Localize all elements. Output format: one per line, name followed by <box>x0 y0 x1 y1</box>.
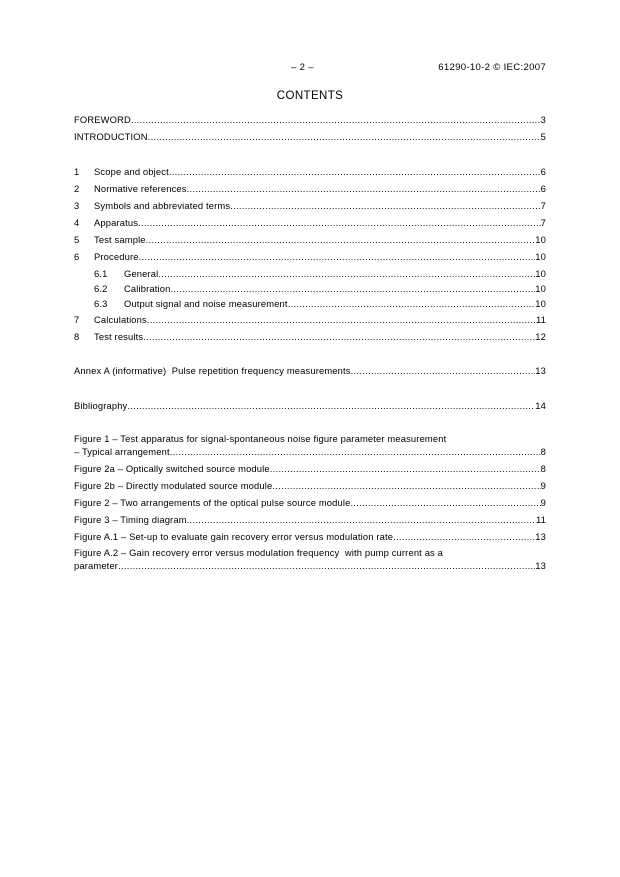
toc-entry-page: 7 <box>540 200 546 211</box>
toc-leader <box>288 298 536 310</box>
toc-entry-page: 3 <box>540 114 546 125</box>
toc-entry-section-6[interactable] <box>74 251 546 263</box>
toc-entry-text: Annex A (informative) Pulse repetition frequency measurements <box>74 365 351 376</box>
toc-entry-number: 6.3 <box>94 298 108 309</box>
toc-entry-text: Symbols and abbreviated terms <box>94 200 231 211</box>
toc-entry-foreword[interactable] <box>74 114 546 126</box>
toc-entry-number: 2 <box>74 183 80 194</box>
toc-entry-page: 12 <box>535 331 546 342</box>
toc-entry-text: INTRODUCTION <box>74 131 148 142</box>
toc-entry-section-4[interactable] <box>74 217 546 229</box>
toc-leader <box>170 283 535 295</box>
toc-entry-figure-2[interactable] <box>74 497 546 509</box>
toc-entry-figure-a2[interactable] <box>74 560 546 572</box>
toc-leader <box>272 480 540 492</box>
toc-entry-text: Figure 3 – Timing diagram <box>74 514 187 525</box>
toc-entry-page: 13 <box>535 531 546 542</box>
toc-entry-page: 10 <box>535 268 546 279</box>
toc-entry-number: 8 <box>74 331 80 342</box>
toc-entry-page: 10 <box>535 251 546 262</box>
toc-entry-text: Output signal and noise measurement <box>124 298 288 309</box>
toc-entry-text: Procedure <box>94 251 139 262</box>
toc-entry-page: 6 <box>540 183 546 194</box>
toc-entry-text: General <box>124 268 159 279</box>
toc-entry-section-6-2[interactable] <box>94 283 546 295</box>
toc-entry-page: 8 <box>540 446 546 457</box>
toc-entry-text: Figure 2a – Optically switched source module <box>74 463 270 474</box>
toc-leader <box>350 497 540 509</box>
toc-entry-section-1[interactable] <box>74 166 546 178</box>
toc-entry-text: Bibliography <box>74 400 128 411</box>
toc-leader <box>169 166 541 178</box>
toc-entry-number: 4 <box>74 217 80 228</box>
toc-leader <box>187 514 536 526</box>
toc-entry-page: 13 <box>535 560 546 571</box>
toc-entry-number: 7 <box>74 314 80 325</box>
toc-entry-text: Figure 2b – Directly modulated source module <box>74 480 273 491</box>
toc-entry-page: 10 <box>535 234 546 245</box>
toc-entry-section-6-3[interactable] <box>94 298 546 310</box>
toc-leader <box>143 331 535 343</box>
toc-leader <box>118 560 535 572</box>
toc-entry-text: Normative references <box>94 183 187 194</box>
toc-entry-page: 9 <box>540 480 546 491</box>
toc-entry-number: 1 <box>74 166 80 177</box>
toc-entry-section-2[interactable] <box>74 183 546 195</box>
toc-entry-number: 6.2 <box>94 283 108 294</box>
contents-title: CONTENTS <box>276 90 344 102</box>
toc-entry-figure-3[interactable] <box>74 514 546 526</box>
toc-entry-text: Figure 2 – Two arrangements of the optical pulse source module <box>74 497 351 508</box>
toc-leader <box>138 217 541 229</box>
toc-entry-page: 9 <box>540 497 546 508</box>
toc-leader <box>148 131 541 143</box>
toc-entry-annex-a[interactable] <box>74 365 546 377</box>
toc-figure-a2-first-line: Figure A.2 – Gain recovery error versus modulation frequency with pump current as a <box>74 547 444 558</box>
toc-entry-bibliography[interactable] <box>74 400 546 412</box>
toc-entry-text: Figure A.1 – Set-up to evaluate gain recovery error versus modulation rate <box>74 531 394 542</box>
toc-entry-page: 5 <box>540 131 546 142</box>
page-number: – 2 – <box>291 62 314 73</box>
toc-figure-1-first-line: Figure 1 – Test apparatus for signal-spontaneous noise figure parameter measurement <box>74 433 447 444</box>
toc-leader <box>131 114 541 126</box>
toc-entry-figure-2a[interactable] <box>74 463 546 475</box>
toc-leader <box>230 200 540 212</box>
toc-entry-text: – Typical arrangement <box>74 446 170 457</box>
toc-leader <box>147 314 536 326</box>
toc-leader <box>146 234 536 246</box>
toc-entry-text: Calculations <box>94 314 147 325</box>
toc-entry-section-8[interactable] <box>74 331 546 343</box>
toc-entry-text: Apparatus <box>94 217 139 228</box>
toc-entry-text: Test results <box>94 331 144 342</box>
toc-entry-text: Calibration <box>124 283 171 294</box>
toc-entry-number: 6 <box>74 251 80 262</box>
toc-entry-page: 11 <box>535 514 546 525</box>
toc-leader <box>139 251 536 263</box>
toc-entry-figure-1[interactable] <box>74 446 546 458</box>
toc-entry-text: Scope and object <box>94 166 169 177</box>
toc-leader <box>170 446 541 458</box>
toc-entry-page: 14 <box>535 400 546 411</box>
toc-entry-page: 10 <box>535 283 546 294</box>
toc-entry-page: 10 <box>535 298 546 309</box>
toc-leader <box>393 531 535 543</box>
document-reference: 61290-10-2 © IEC:2007 <box>438 62 546 73</box>
toc-leader <box>158 268 535 280</box>
toc-entry-section-6-1[interactable] <box>94 268 546 280</box>
toc-entry-text: Test sample <box>94 234 146 245</box>
toc-entry-section-3[interactable] <box>74 200 546 212</box>
toc-entry-number: 3 <box>74 200 80 211</box>
toc-entry-introduction[interactable] <box>74 131 546 143</box>
toc-entry-figure-2b[interactable] <box>74 480 546 492</box>
toc-entry-page: 7 <box>540 217 546 228</box>
toc-entry-figure-a1[interactable] <box>74 531 546 543</box>
toc-leader <box>187 183 541 195</box>
toc-leader <box>270 463 541 475</box>
toc-entry-page: 6 <box>540 166 546 177</box>
toc-entry-section-7[interactable] <box>74 314 546 326</box>
toc-entry-page: 8 <box>540 463 546 474</box>
toc-entry-page: 13 <box>535 365 546 376</box>
toc-leader <box>351 365 536 377</box>
toc-entry-section-5[interactable] <box>74 234 546 246</box>
toc-entry-number: 5 <box>74 234 80 245</box>
toc-entry-text: FOREWORD <box>74 114 131 125</box>
toc-entry-number: 6.1 <box>94 268 108 279</box>
toc-entry-text: parameter <box>74 560 119 571</box>
toc-leader <box>127 400 535 412</box>
toc-entry-page: 11 <box>535 314 546 325</box>
